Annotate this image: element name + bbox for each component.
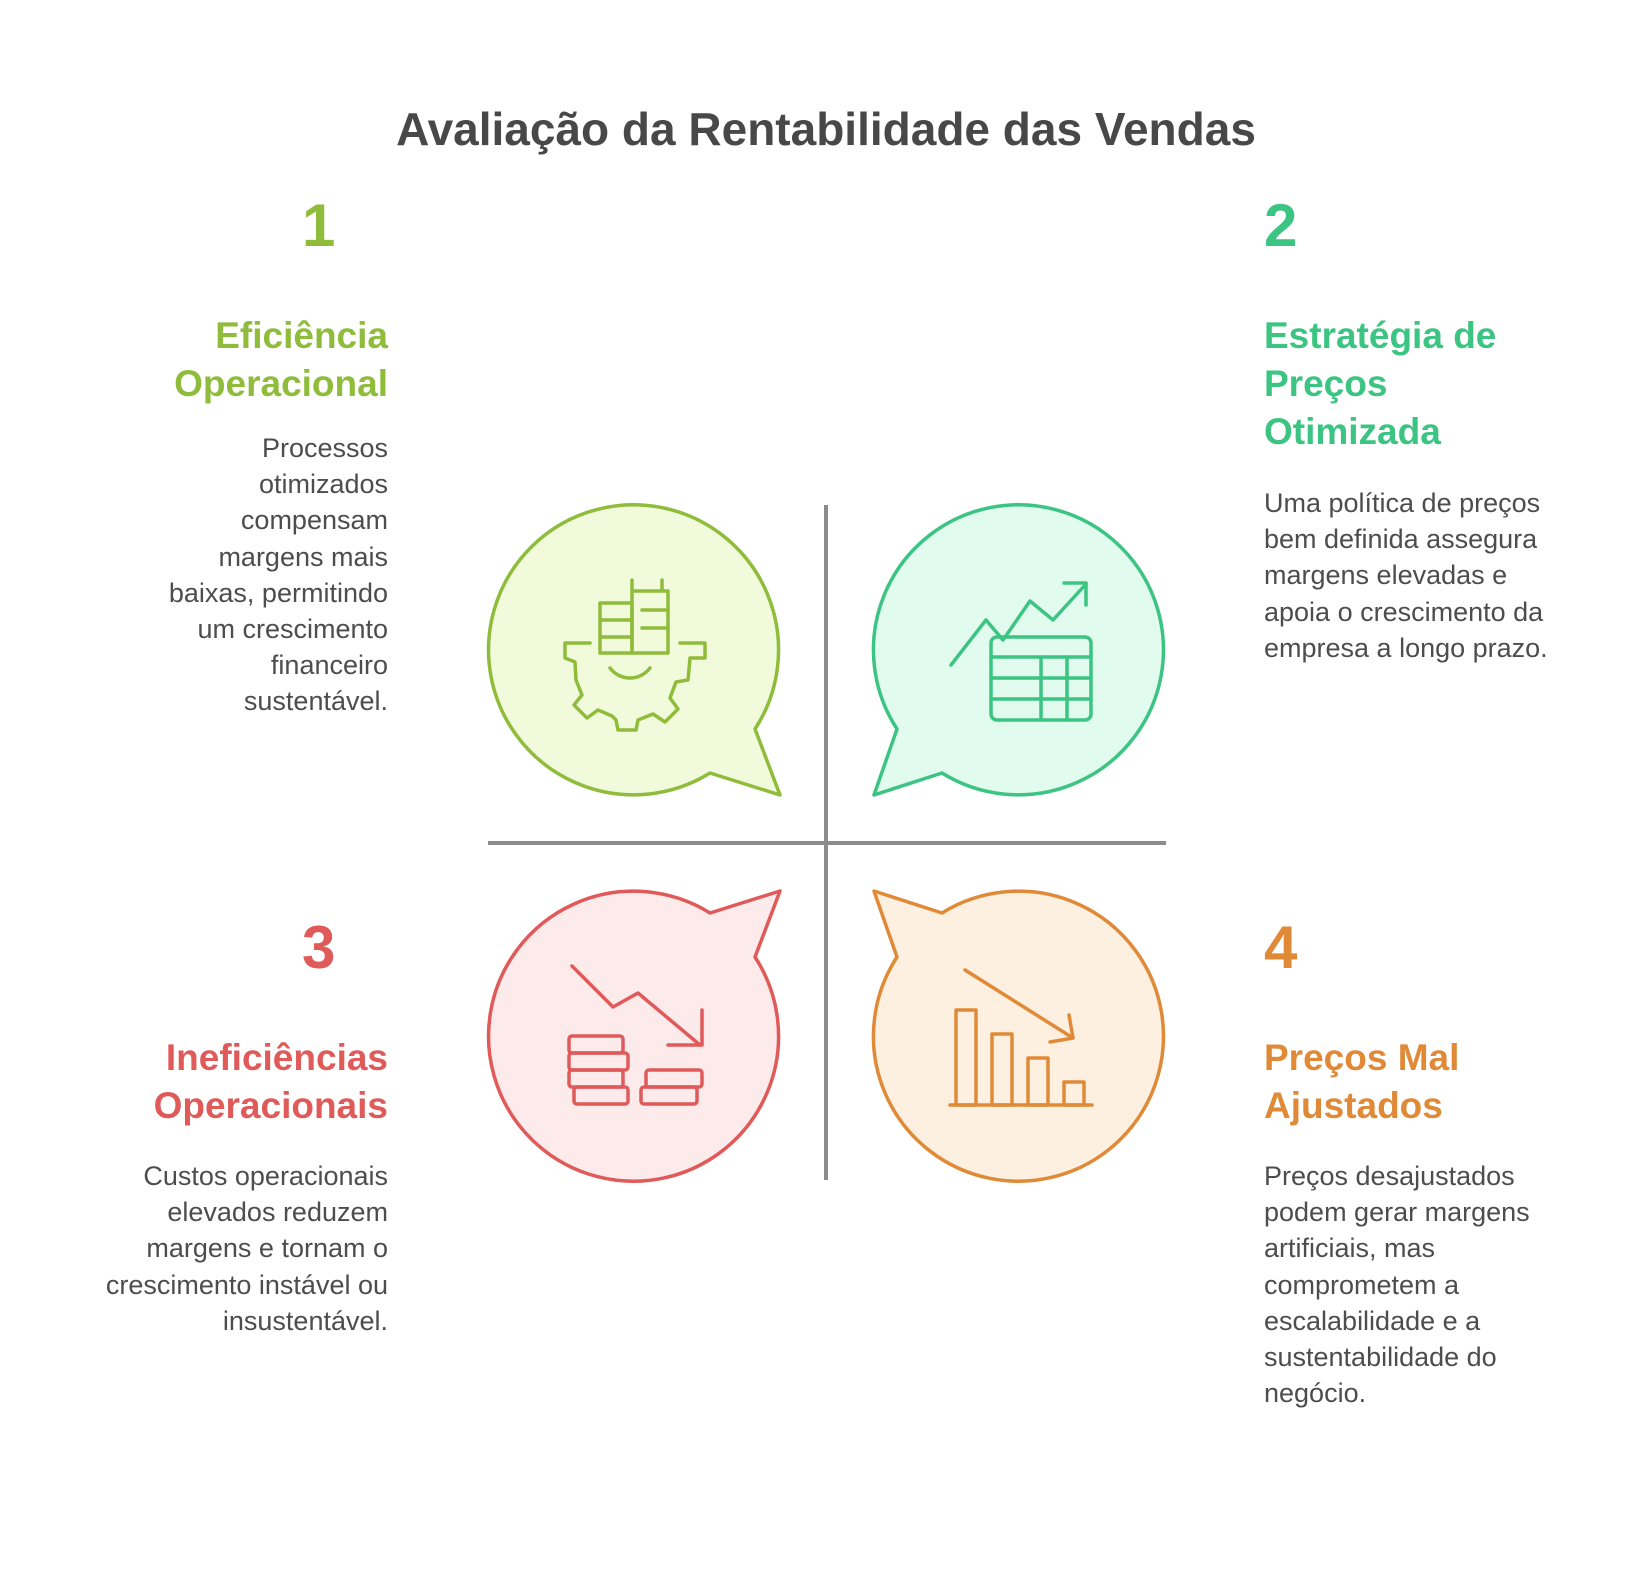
quadrant-3-text: Custos operacionais elevados reduzem margens e tornam o crescimento instável ou insustentável. (105, 1161, 388, 1336)
quadrant-3-heading: Ineficiências Operacionais (153, 1037, 388, 1126)
page-title: Avaliação da Rentabilidade das Vendas (396, 103, 1256, 155)
quadrant-3-number: 3 (302, 914, 336, 981)
quadrant-2-heading: Estratégia de Preços Otimizada (1264, 315, 1497, 452)
quadrant-4-text: Preços desajustados podem gerar margens artificiais, mas comprometem a escalabilidade e a sustentabilidade do negócio. (1264, 1161, 1530, 1409)
quadrant-1-text: Processos otimizados compensam margens mais baixas, permitindo um crescimento financeiro sustentável. (168, 433, 388, 717)
bubble-1 (489, 505, 780, 795)
bubble-2 (873, 505, 1163, 795)
bubble-4 (873, 891, 1163, 1181)
quadrant-1-heading: Eficiência Operacional (174, 315, 388, 404)
bubble-3 (489, 891, 780, 1181)
quadrant-1-number: 1 (302, 192, 336, 259)
quadrant-4-number: 4 (1264, 914, 1298, 981)
quadrant-2-number: 2 (1264, 192, 1298, 259)
quadrant-4-heading: Preços Mal Ajustados (1264, 1037, 1460, 1126)
quadrant-2-text: Uma política de preços bem definida assegura margens elevadas e apoia o crescimento da empresa a longo prazo. (1264, 488, 1548, 663)
